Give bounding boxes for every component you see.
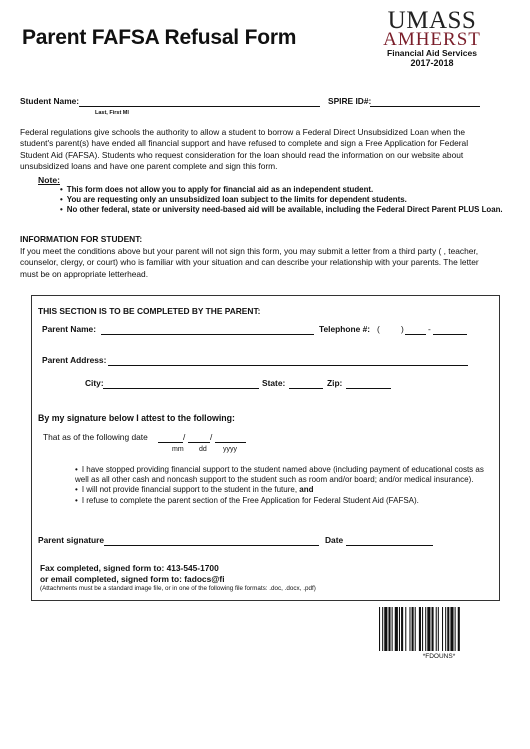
barcode-bar xyxy=(425,607,426,651)
date-month-field[interactable] xyxy=(158,432,186,443)
attest-item-text: I will not provide financial support to the student in the future, xyxy=(81,485,298,495)
date-day-field[interactable] xyxy=(188,432,213,443)
barcode-bar xyxy=(399,607,400,651)
attest-and: and xyxy=(299,485,314,495)
umass-logo xyxy=(362,7,502,68)
date-dd-hint: dd xyxy=(199,446,207,453)
phone-open-paren: ( xyxy=(377,324,380,334)
barcode-bar xyxy=(442,607,443,651)
state-field[interactable] xyxy=(289,379,323,389)
logo-subtitle: Financial Aid Services xyxy=(387,48,477,58)
barcode-bar xyxy=(379,607,380,651)
parent-signature-label: Parent signature xyxy=(38,535,105,545)
parent-address-label: Parent Address: xyxy=(42,355,107,365)
barcode-bar xyxy=(384,607,387,651)
parent-signature-field[interactable] xyxy=(104,536,319,546)
barcode-image xyxy=(378,607,500,651)
phone-line-field[interactable] xyxy=(433,325,467,335)
fax-instructions: Fax completed, signed form to: 413-545-1700 xyxy=(40,563,219,573)
barcode-bar xyxy=(405,607,406,651)
note-item: • No other federal, state or university need-based aid will be available, including the Federal Direct Parent PLUS Loan. xyxy=(60,205,503,215)
barcode-label: *FDOUNS* xyxy=(422,653,456,660)
attest-list xyxy=(75,465,495,506)
telephone-label: Telephone #: xyxy=(319,324,371,334)
date-slash: / xyxy=(210,432,213,442)
attest-item: • I have stopped providing financial support to the student named above (including payment of educational costs as well as all other cash and noncash support to the student such as room and/or board; and/or medical insurance). xyxy=(75,465,495,485)
barcode-bar xyxy=(436,607,437,651)
student-info-heading: INFORMATION FOR STUDENT: xyxy=(20,234,143,244)
barcode-bar xyxy=(427,607,430,651)
attest-date-text: That as of the following date xyxy=(43,432,148,442)
barcode-bar xyxy=(432,607,434,651)
zip-field[interactable] xyxy=(346,379,391,389)
signature-date-field[interactable] xyxy=(346,536,433,546)
parent-name-field[interactable] xyxy=(101,325,314,335)
barcode-bar xyxy=(458,607,460,651)
date-mm-hint: mm xyxy=(172,446,184,453)
barcode-bar xyxy=(415,607,416,651)
barcode-bar xyxy=(419,607,421,651)
barcode-bar xyxy=(422,607,423,651)
spire-id-field[interactable] xyxy=(370,97,480,107)
attachments-note: (Attachments must be a standard image file, or in one of the following file formats: .doc, .docx, .pdf) xyxy=(40,585,316,592)
city-field[interactable] xyxy=(103,379,259,389)
barcode-bar xyxy=(445,607,446,651)
state-label: State: xyxy=(262,378,286,388)
note-list xyxy=(60,185,503,215)
note-item: • You are requesting only an unsubsidized loan subject to the limits for dependent students. xyxy=(60,195,503,205)
city-label: City: xyxy=(85,378,104,388)
student-name-hint: Last, First MI xyxy=(95,110,129,116)
parent-name-label: Parent Name: xyxy=(42,324,96,334)
barcode-bar xyxy=(447,607,449,651)
barcode-bar xyxy=(401,607,403,651)
barcode-bar xyxy=(412,607,414,651)
attest-heading: By my signature below I attest to the following: xyxy=(38,413,235,423)
barcode-bar xyxy=(395,607,398,651)
logo-umass-text: UMASS xyxy=(387,7,477,34)
date-year-field[interactable] xyxy=(215,433,246,443)
note-label: Note: xyxy=(38,175,60,185)
intro-paragraph: Federal regulations give schools the authority to allow a student to borrow a Federal Direct Unsubsidized Loan when the student's parent(s) have ended all financial support and have refused to complete and sign a Free Application for Federal Student Aid (FAFSA). Students who request consideration for the loan should read the information on our website about unsubsidized loans and have one parent complete and sign this form. xyxy=(20,127,469,171)
barcode-bar xyxy=(450,607,453,651)
spire-id-label: SPIRE ID#: xyxy=(328,96,372,106)
attest-item: • I refuse to complete the parent section of the Free Application for Federal Student Aid (FAFSA). xyxy=(75,496,495,506)
attest-item xyxy=(75,485,495,495)
student-name-label: Student Name: xyxy=(20,96,80,106)
date-yyyy-hint: yyyy xyxy=(223,446,237,453)
parent-section-box xyxy=(31,295,500,601)
barcode-bar xyxy=(382,607,383,651)
zip-label: Zip: xyxy=(327,378,343,388)
barcode-bar xyxy=(392,607,393,651)
barcode-bar xyxy=(455,607,456,651)
note-item: • This form does not allow you to apply for financial aid as an independent student. xyxy=(60,185,503,195)
signature-date-label: Date xyxy=(325,535,344,545)
barcode-bar xyxy=(388,607,390,651)
barcode-bar xyxy=(409,607,410,651)
logo-year: 2017-2018 xyxy=(410,58,454,68)
student-name-field[interactable] xyxy=(79,97,320,107)
email-instructions: or email completed, signed form to: fadocs@fi xyxy=(40,574,225,584)
phone-close-paren: ) xyxy=(401,324,404,334)
phone-dash: - xyxy=(428,324,431,334)
parent-section-heading: THIS SECTION IS TO BE COMPLETED BY THE PARENT: xyxy=(38,306,261,316)
barcode-bar xyxy=(438,607,439,651)
student-info-text: If you meet the conditions above but your parent will not sign this form, you may submit a letter from a third party ( , teacher, counselor, clergy, or court) who is familiar with your situation and can describe your relationship with your parents. The letter must be on appropriate letterhead. xyxy=(20,246,479,279)
date-slash: / xyxy=(183,432,186,442)
parent-address-field[interactable] xyxy=(108,356,468,366)
logo-amherst-text: AMHERST xyxy=(383,29,481,50)
phone-prefix-field[interactable] xyxy=(405,325,426,335)
form-title: Parent FAFSA Refusal Form xyxy=(22,26,297,49)
